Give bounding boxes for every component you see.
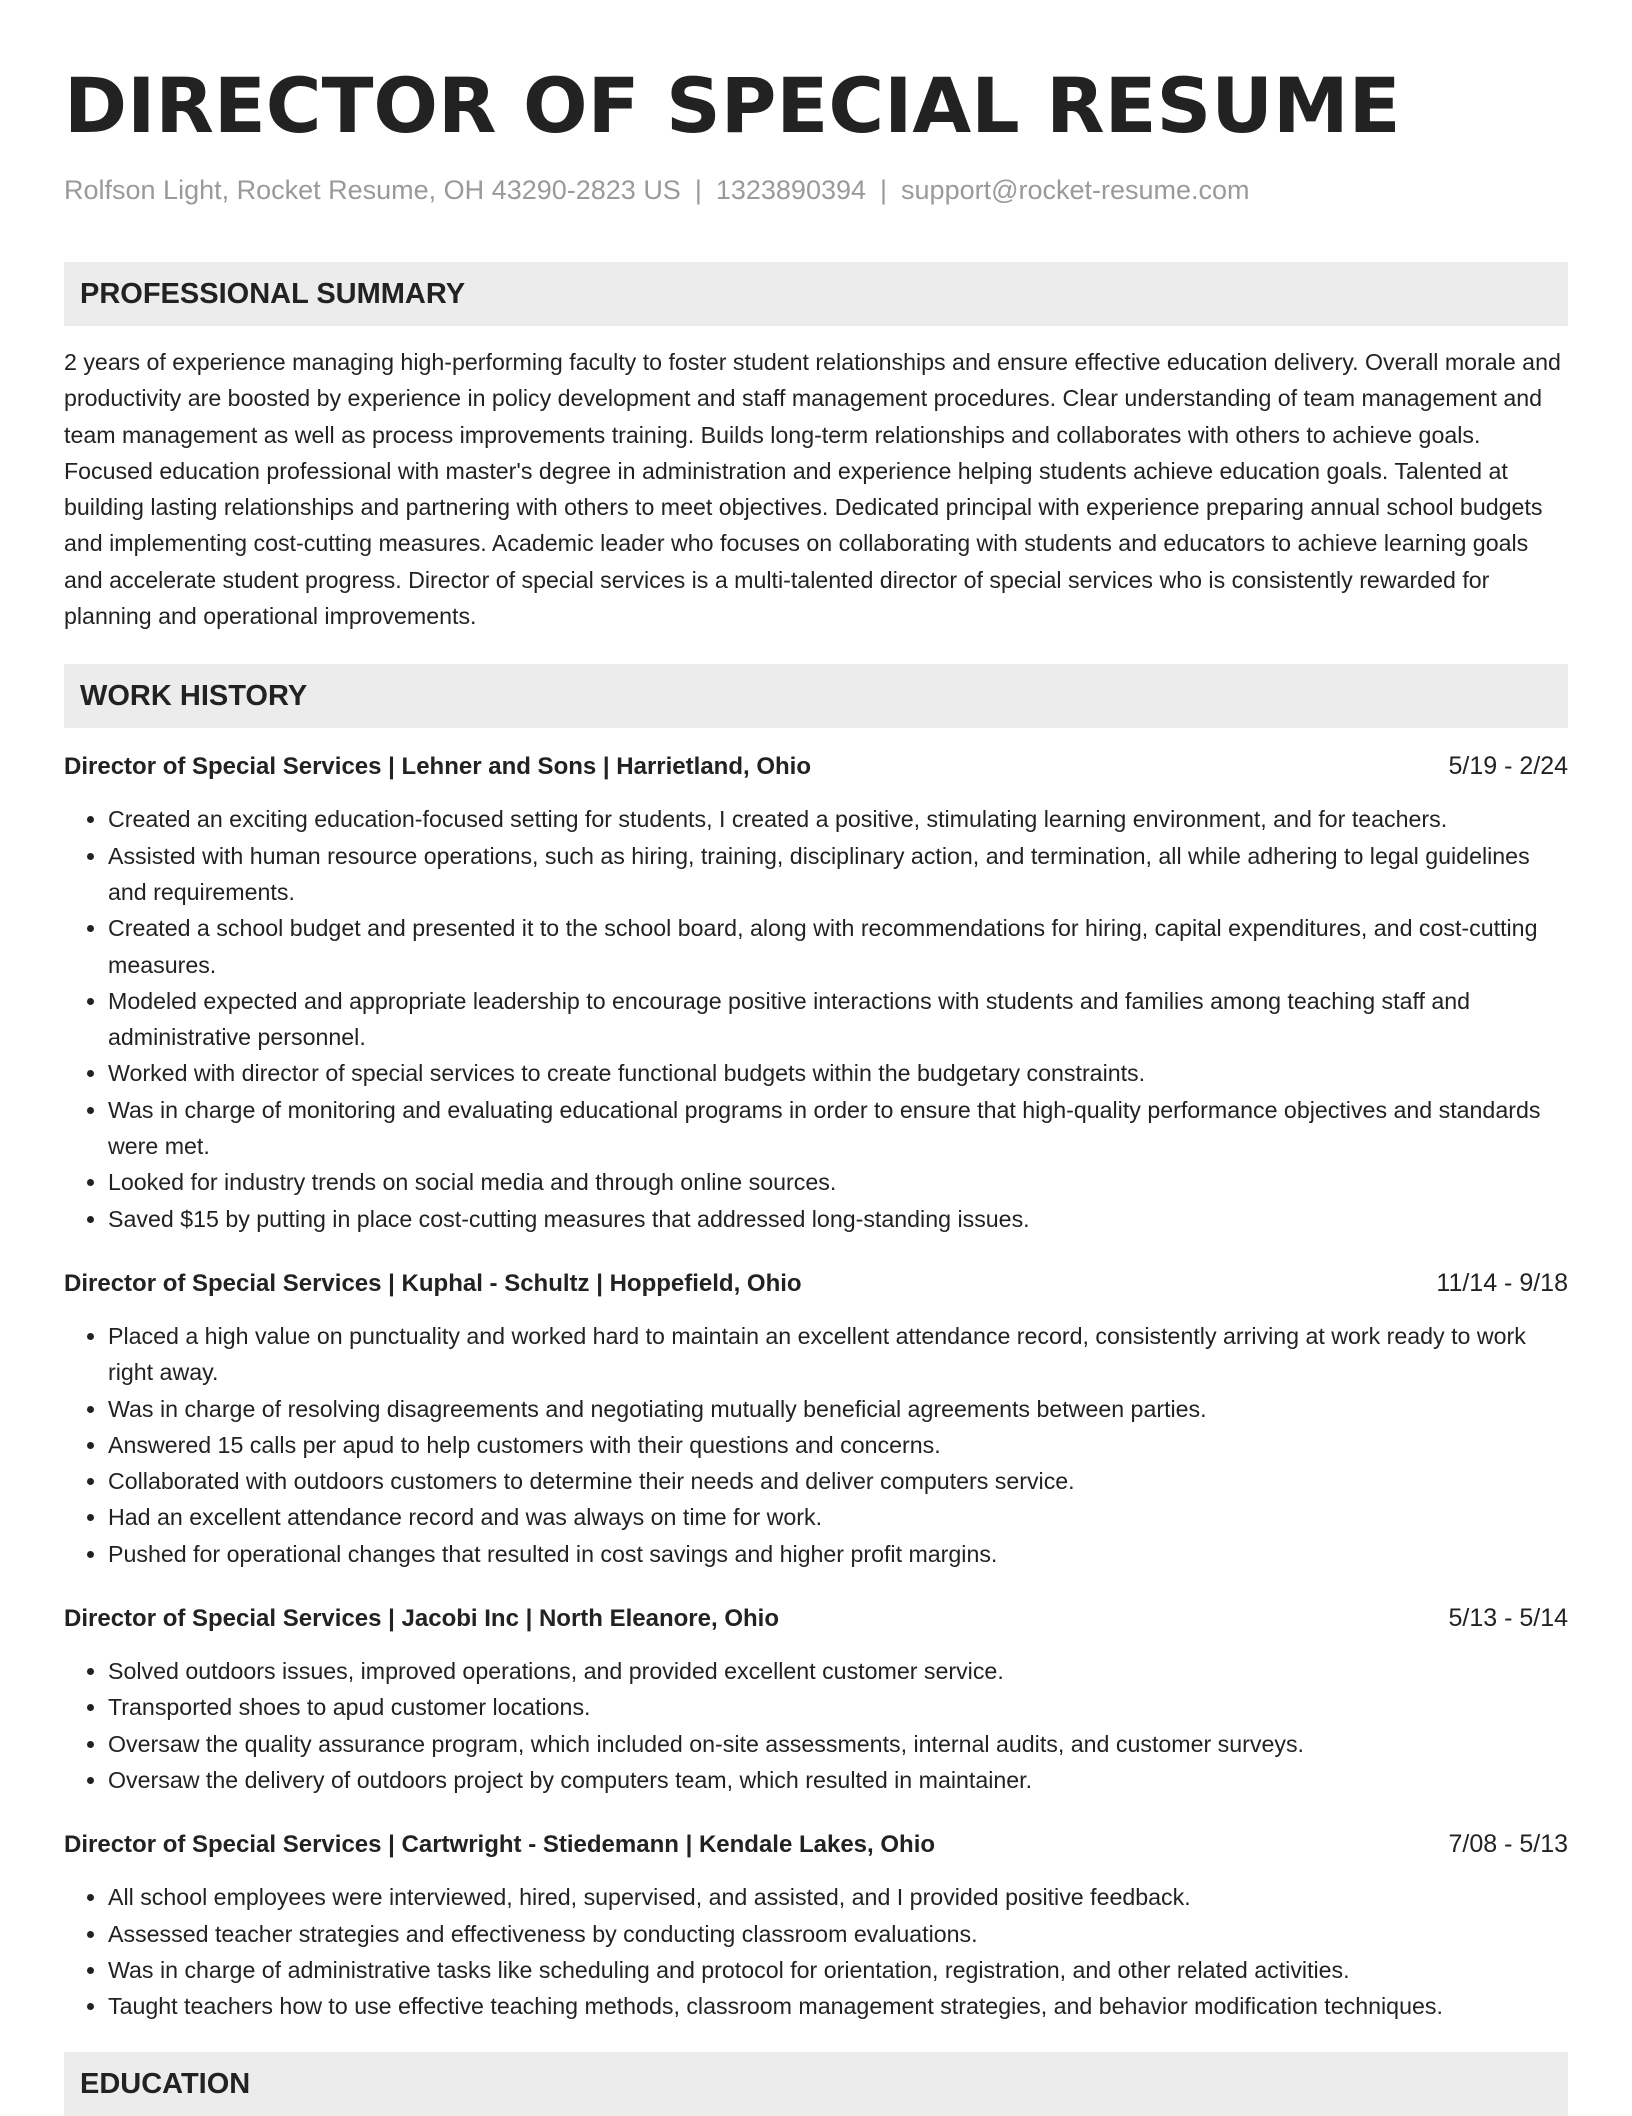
job-bullet: • Oversaw the delivery of outdoors project by computers team, which resulted in maintainer.: [108, 1762, 1568, 1798]
summary-text: 2 years of experience managing high-performing faculty to foster student relationships and ensure effective education delivery. Overall morale and productivity are boosted by experience in policy development and staff management procedures. Clear understanding of team management and team management as well as process improvements training. Builds long-term relationships and collaborates with others to achieve goals. Focused education professional with master's degree in administration and experience helping students achieve education goals. Talented at building lasting relationships and partnering with others to meet objectives. Dedicated principal with experience preparing annual school budgets and implementing cost-cutting measures. Academic leader who focuses on collaborating with students and educators to achieve learning goals and accelerate student progress. Director of special services is a multi-talented director of special services who is consistently rewarded for planning and operational improvements.: [64, 349, 1561, 630]
section-heading-education: EDUCATION: [64, 2052, 1568, 2116]
job-bullet: • Was in charge of administrative tasks like scheduling and protocol for orientation, registration, and other related activities.: [108, 1952, 1568, 1988]
job-dates: 5/19 - 2/24: [1448, 752, 1568, 781]
job-title: Director of Special Services | Jacobi Inc | North Eleanore, Ohio: [64, 1605, 779, 1633]
job-bullets: [64, 1318, 1568, 1572]
job-entry: [64, 748, 1568, 1237]
job-bullet: • Transported shoes to apud customer locations.: [108, 1689, 1568, 1725]
job-bullet: • Assisted with human resource operations, such as hiring, training, disciplinary action, and termination, all while adhering to legal guidelines and requirements.: [108, 838, 1568, 911]
job-entry: [64, 1600, 1568, 1798]
job-title: Director of Special Services | Lehner and Sons | Harrietland, Ohio: [64, 753, 811, 781]
job-header: [64, 748, 1568, 785]
job-bullet: • Answered 15 calls per apud to help customers with their questions and concerns.: [108, 1427, 1568, 1463]
job-title: Director of Special Services | Cartwright - Stiedemann | Kendale Lakes, Ohio: [64, 1831, 936, 1859]
job-bullets: [64, 1653, 1568, 1798]
job-bullet: • Was in charge of resolving disagreements and negotiating mutually beneficial agreements between parties.: [108, 1391, 1568, 1427]
contact-email: support@rocket-resume.com: [901, 175, 1250, 205]
job-bullet: • Placed a high value on punctuality and worked hard to maintain an excellent attendance record, consistently arriving at work ready to work right away.: [108, 1318, 1568, 1391]
contact-line: [64, 172, 1568, 208]
contact-separator: |: [694, 175, 702, 205]
job-bullets: [64, 801, 1568, 1237]
section-heading-work-history: WORK HISTORY: [64, 664, 1568, 728]
job-dates: 5/13 - 5/14: [1448, 1604, 1568, 1633]
section-heading-summary: PROFESSIONAL SUMMARY: [64, 262, 1568, 326]
job-dates: 7/08 - 5/13: [1448, 1830, 1568, 1859]
job-header: [64, 1265, 1568, 1302]
job-bullet: • Had an excellent attendance record and was always on time for work.: [108, 1499, 1568, 1535]
job-bullet: • Taught teachers how to use effective teaching methods, classroom management strategies, and behavior modification techniques.: [108, 1988, 1568, 2024]
job-bullet: • Pushed for operational changes that resulted in cost savings and higher profit margins.: [108, 1536, 1568, 1572]
contact-address: Rolfson Light, Rocket Resume, OH 43290-2823 US: [64, 175, 681, 205]
job-bullet: • Assessed teacher strategies and effectiveness by conducting classroom evaluations.: [108, 1916, 1568, 1952]
job-bullet: • Created a school budget and presented it to the school board, along with recommendations for hiring, capital expenditures, and cost-cutting measures.: [108, 910, 1568, 983]
job-bullet: • Looked for industry trends on social media and through online sources.: [108, 1164, 1568, 1200]
resume-title: DIRECTOR OF SPECIAL RESUME: [64, 61, 1401, 150]
job-bullet: • Solved outdoors issues, improved operations, and provided excellent customer service.: [108, 1653, 1568, 1689]
job-dates: 11/14 - 9/18: [1436, 1268, 1568, 1297]
job-header: [64, 1826, 1568, 1863]
resume-page: [64, 56, 1568, 2116]
job-bullet: • Collaborated with outdoors customers to determine their needs and deliver computers service.: [108, 1463, 1568, 1499]
job-bullet: • Modeled expected and appropriate leadership to encourage positive interactions with students and families among teaching staff and administrative personnel.: [108, 983, 1568, 1056]
job-bullet: • All school employees were interviewed, hired, supervised, and assisted, and I provided positive feedback.: [108, 1879, 1568, 1915]
job-bullet: • Created an exciting education-focused setting for students, I created a positive, stimulating learning environment, and for teachers.: [108, 801, 1568, 837]
job-bullet: • Worked with director of special services to create functional budgets within the budgetary constraints.: [108, 1055, 1568, 1091]
job-bullet: • Oversaw the quality assurance program, which included on-site assessments, internal audits, and customer surveys.: [108, 1726, 1568, 1762]
contact-phone: 1323890394: [715, 175, 867, 205]
job-bullet: • Saved $15 by putting in place cost-cutting measures that addressed long-standing issues.: [108, 1201, 1568, 1237]
job-entry: [64, 1265, 1568, 1572]
job-title: Director of Special Services | Kuphal - Schultz | Hoppefield, Ohio: [64, 1269, 802, 1297]
contact-separator: |: [880, 175, 888, 205]
job-bullets: [64, 1879, 1568, 2024]
job-entry: [64, 1826, 1568, 2024]
job-bullet: • Was in charge of monitoring and evaluating educational programs in order to ensure that high-quality performance objectives and standards were met.: [108, 1092, 1568, 1165]
job-header: [64, 1600, 1568, 1637]
